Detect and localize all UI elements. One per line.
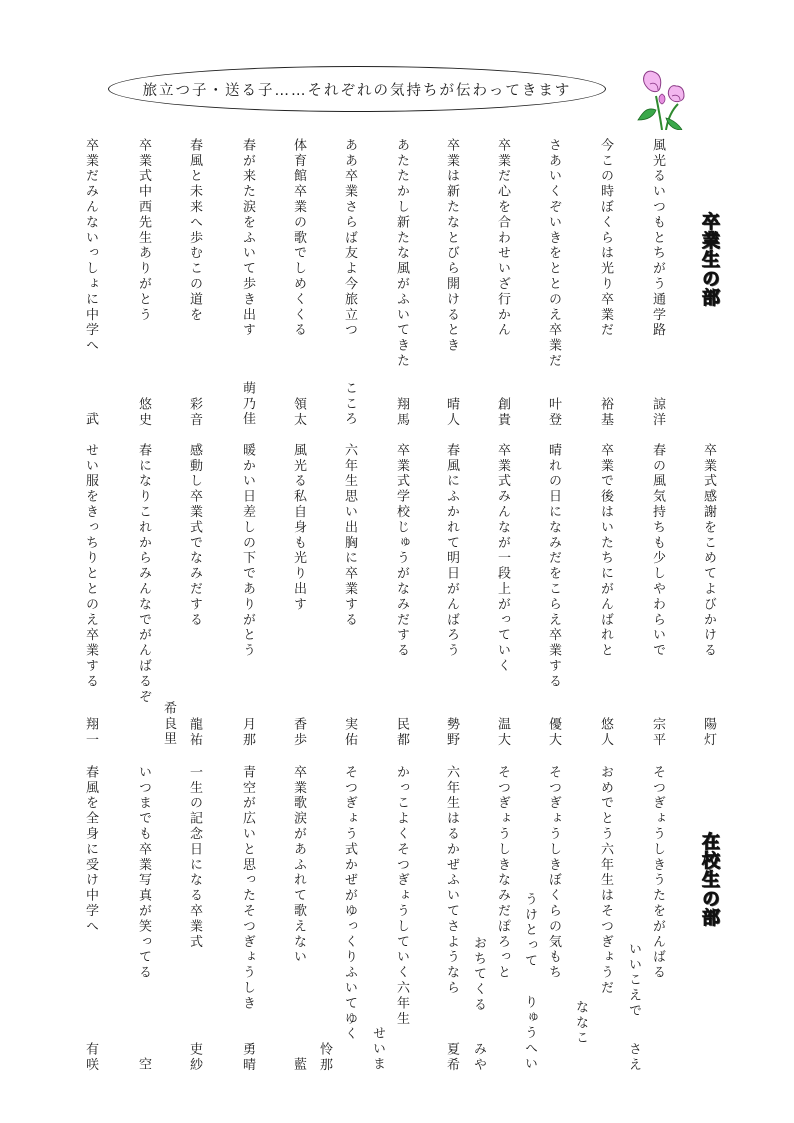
student-poet-name: 有咲 — [83, 1041, 98, 1073]
middle-poet-name: 民都 — [394, 716, 409, 748]
student-poem-line: 卒業歌涙があふれて歌えない — [291, 765, 306, 966]
middle-poem-line: せい服をきっちりととのえ卒業する — [83, 443, 98, 690]
middle-poet-name: 温大 — [495, 716, 510, 748]
middle-poem-line: 卒業式感謝をこめてよびかける — [701, 443, 716, 659]
student-poem-line: おめでとう六年生はそつぎょうだ — [598, 765, 613, 996]
graduate-poet-name: 悠史 — [136, 396, 151, 428]
student-poet-name: 空 — [136, 1057, 151, 1073]
middle-poet-name: 実佑 — [342, 716, 357, 748]
student-poem-line: そつぎょうしきなみだぽろっと — [495, 765, 510, 981]
middle-poem-line: 晴れの日になみだをこらえ卒業する — [546, 443, 561, 690]
middle-poet-name: 翔一 — [83, 716, 98, 748]
student-poem-continuation: いいこえで — [626, 942, 641, 1019]
page-banner — [108, 66, 606, 112]
middle-poem-line: 感動し卒業式でなみだする — [187, 443, 202, 628]
student-poem-line: そつぎょうしきぼくらの気もち — [546, 765, 561, 981]
graduate-poet-name: 創貴 — [495, 396, 510, 428]
middle-poem-line: 風光る私自身も光り出す — [291, 443, 306, 613]
middle-poet-name: 月那 — [240, 716, 255, 748]
student-poem-line: かっこよくそつぎょうしていく六年生 — [394, 765, 409, 1027]
graduate-poem-line: さあいくぞいきをととのえ卒業だ — [546, 138, 561, 369]
graduate-poet-name: 裕基 — [598, 396, 613, 428]
graduate-poet-name: 武 — [83, 412, 98, 428]
middle-poem-line: 卒業式学校じゅうがなみだする — [394, 443, 409, 659]
graduate-poem-line: 卒業式中西先生ありがとう — [136, 138, 151, 323]
graduate-poet-name: 諒洋 — [650, 396, 665, 428]
middle-poem-line: 春になりこれからみんなでがんばるぞ — [136, 443, 151, 705]
middle-poet-name: 陽灯 — [701, 716, 716, 748]
student-poem-line: 六年生はるかぜふいてさようなら — [444, 765, 459, 996]
student-poem-line: そつぎょうしきうたをがんばる — [650, 765, 665, 981]
student-poet-name: さえ — [626, 1041, 641, 1073]
students-heading: 在校生の部 — [699, 832, 720, 927]
graduate-poet-name: 彩音 — [187, 396, 202, 428]
banner-text: 旅立つ子・送る子……それぞれの気持ちが伝わってきます — [142, 82, 572, 99]
middle-poet-name: 希良里 — [161, 701, 176, 748]
graduate-poem-line: 卒業だ心を合わせいざ行かん — [495, 138, 510, 339]
graduate-poet-name: 翔馬 — [394, 396, 409, 428]
student-poem-continuation: おちてくる — [471, 936, 486, 1013]
student-poem-line: 一生の記念日になる卒業式 — [187, 765, 202, 950]
graduate-poet-name: こころ — [342, 381, 357, 428]
student-poet-name: みや — [471, 1041, 486, 1073]
middle-poem-line: 春の風気持ちも少しやわらいで — [650, 443, 665, 659]
graduate-poem-line: 風光るいつもとちがう通学路 — [650, 138, 665, 339]
flower-icon — [636, 66, 692, 130]
student-poet-name: 吏紗 — [187, 1041, 202, 1073]
graduate-poem-line: ああ卒業さらば友よ今旅立つ — [342, 138, 357, 339]
graduate-poem-line: 卒業だみんないっしょに中学へ — [83, 138, 98, 354]
student-poem-continuation: うけとって — [522, 892, 537, 969]
middle-poet-name: 勢野 — [444, 716, 459, 748]
middle-poem-line: 六年生思い出胸に卒業する — [342, 443, 357, 628]
student-poem-line: そつぎょう式かぜがゆっくりふいてゆく — [342, 765, 357, 1043]
graduate-poet-name: 領太 — [291, 396, 306, 428]
middle-poet-name: 香歩 — [291, 716, 306, 748]
student-poet-name: 勇晴 — [240, 1041, 255, 1073]
graduate-poem-line: 春が来た涙をふいて歩き出す — [240, 138, 255, 339]
middle-poem-line: 春風にふかれて明日がんばろう — [444, 443, 459, 659]
student-poet-name: ななこ — [573, 1000, 588, 1047]
student-poem-line: 春風を全身に受け中学へ — [83, 765, 98, 935]
student-poem-line: 青空が広いと思ったそつぎょうしき — [240, 765, 255, 1012]
student-poet-name: 怜那 — [317, 1041, 332, 1073]
student-poet-name: 藍 — [291, 1057, 306, 1073]
graduate-poet-name: 萌乃佳 — [240, 381, 255, 428]
student-poet-name: りゅうへい — [522, 995, 537, 1073]
middle-poet-name: 優大 — [546, 716, 561, 748]
middle-poet-name: 宗平 — [650, 716, 665, 748]
graduate-poet-name: 叶登 — [546, 396, 561, 428]
graduate-poem-line: あたたかし新たな風がふいてきた — [394, 138, 409, 369]
graduate-poem-line: 体育館卒業の歌でしめくくる — [291, 138, 306, 339]
middle-poem-line: 卒業式みんなが一段上がっていく — [495, 443, 510, 674]
middle-poem-line: 卒業で後はいたちにがんばれと — [598, 443, 613, 659]
graduate-poem-line: 卒業は新たなとびら開けるとき — [444, 138, 459, 354]
graduates-heading: 卒業生の部 — [699, 212, 720, 307]
student-poet-name: せいま — [370, 1026, 385, 1073]
student-poet-name: 夏希 — [444, 1041, 459, 1073]
graduate-poem-line: 今この時ぼくらは光り卒業だ — [598, 138, 613, 339]
graduate-poet-name: 晴人 — [444, 396, 459, 428]
middle-poem-line: 暖かい日差しの下でありがとう — [240, 443, 255, 659]
graduate-poem-line: 春風と未来へ歩むこの道を — [187, 138, 202, 323]
student-poem-line: いつまでも卒業写真が笑ってる — [136, 765, 151, 981]
middle-poet-name: 龍祐 — [187, 716, 202, 748]
middle-poet-name: 悠人 — [598, 716, 613, 748]
